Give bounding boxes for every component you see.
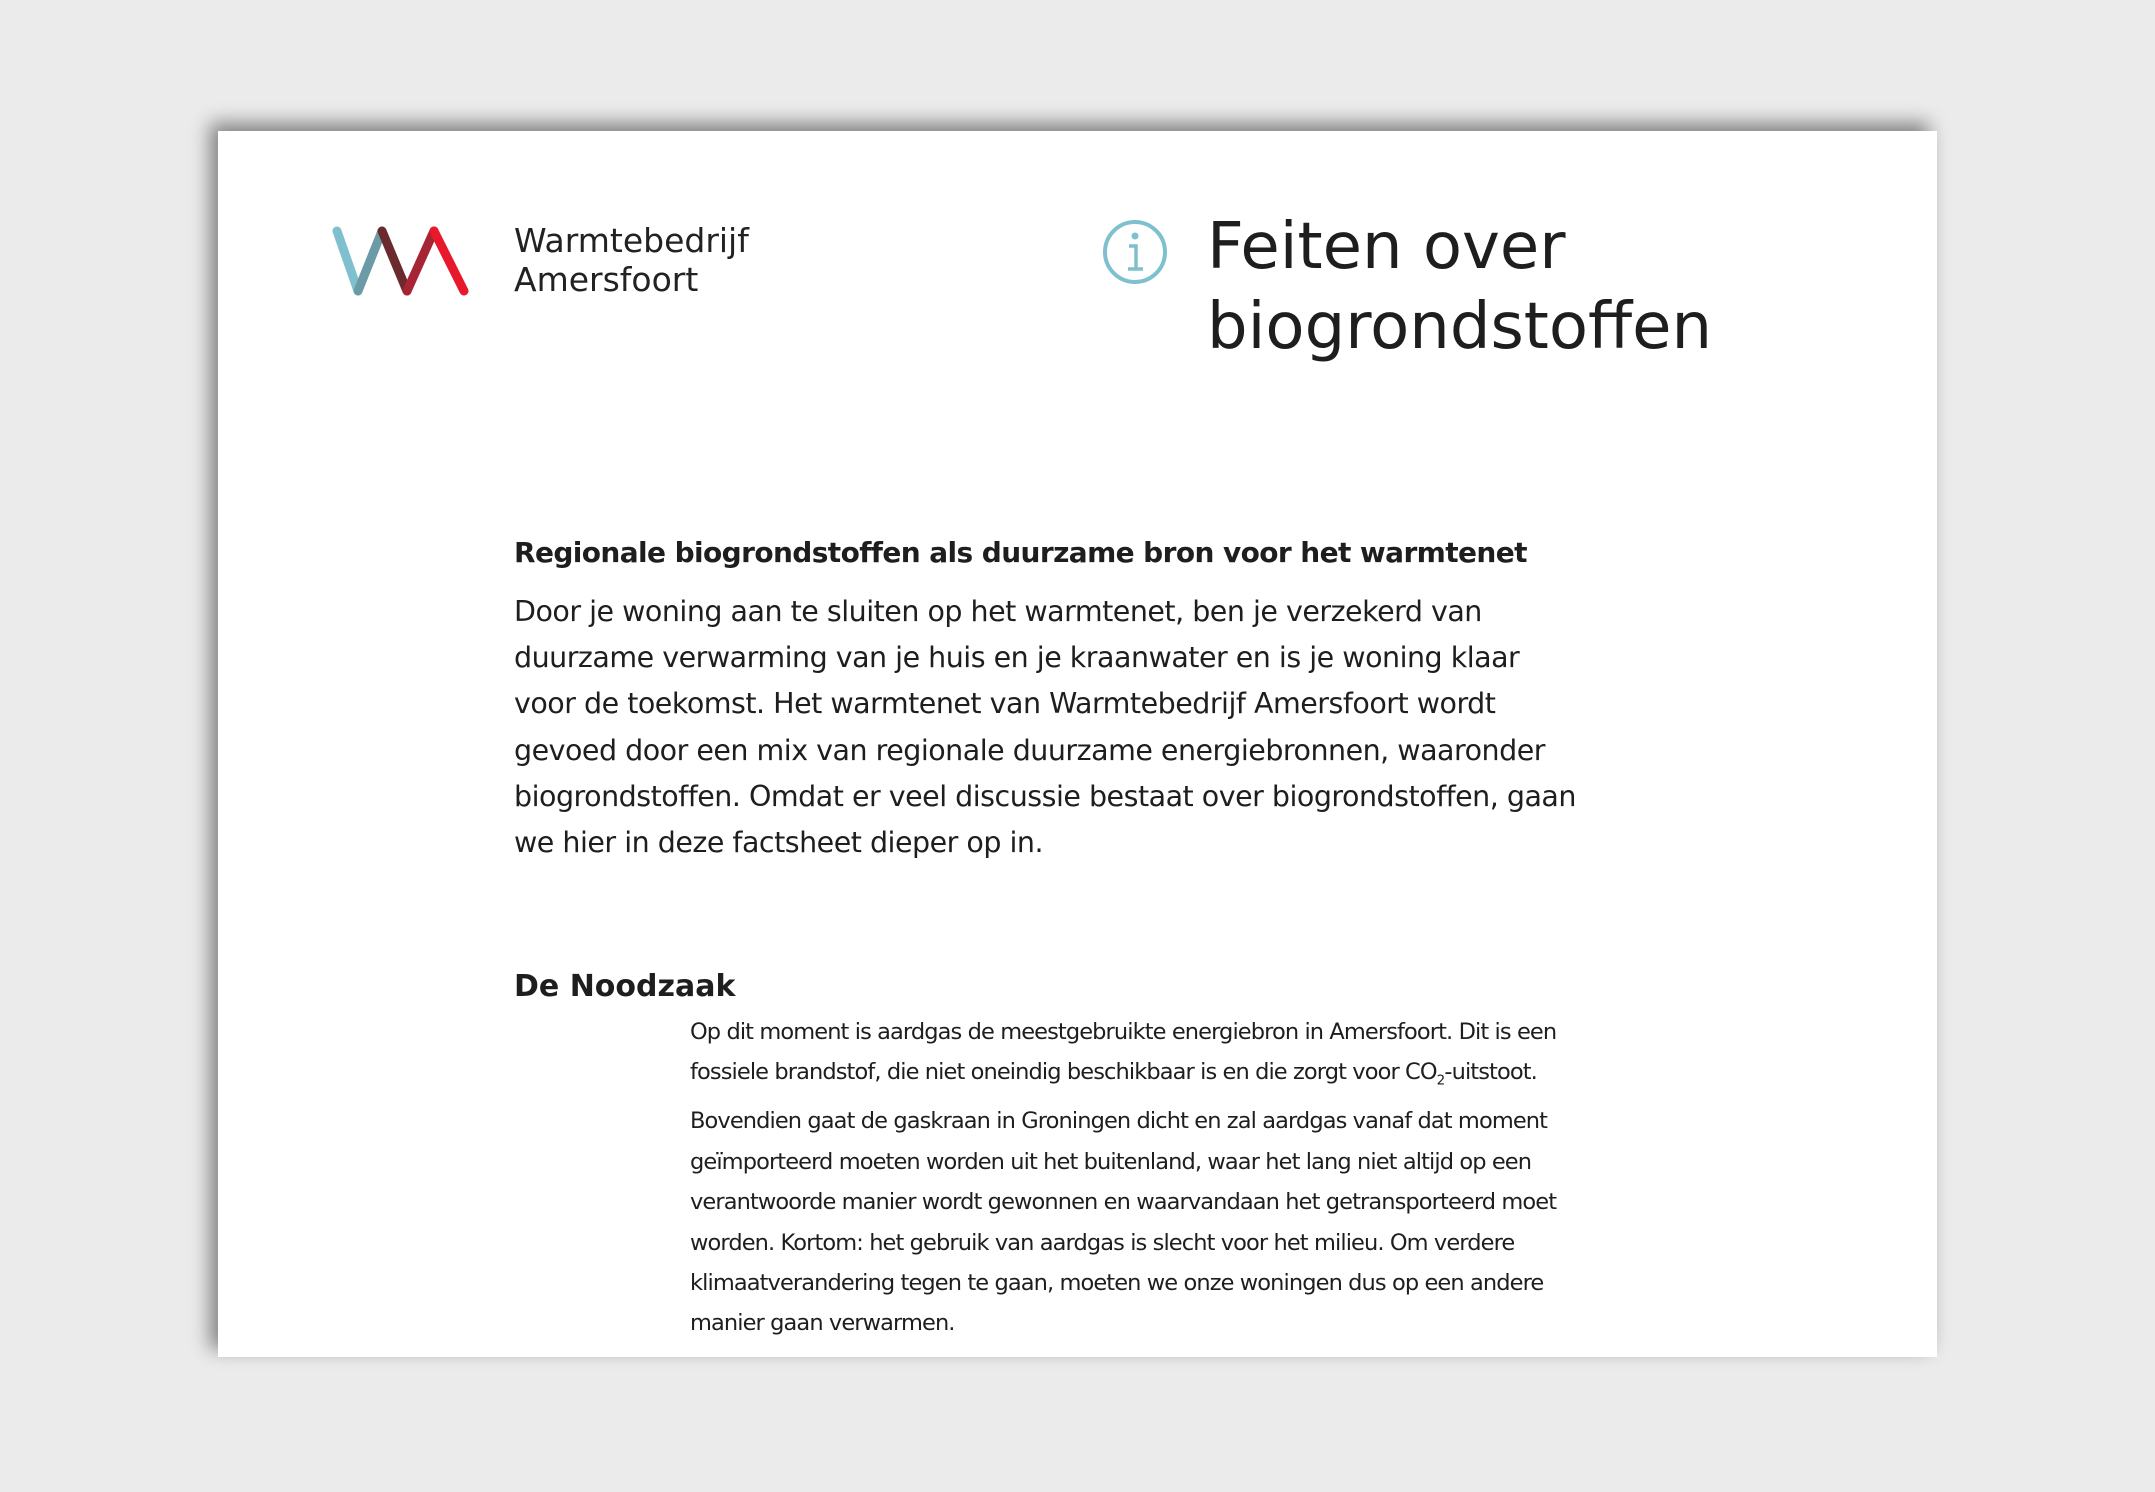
text-span: -uitstoot. <box>1444 1059 1537 1086</box>
paragraph-line: biogrondstoffen. Omdat er veel discussie bestaat over biogrondstoffen, gaan <box>514 779 1576 813</box>
title-line-1: Feiten over <box>1207 210 1566 284</box>
text-span: fossiele brandstof, die niet oneindig beschikbaar is en die zorgt voor CO <box>690 1059 1437 1086</box>
paragraph-line: we hier in deze factsheet dieper op in. <box>514 826 1044 860</box>
subscript: 2 <box>1436 1072 1445 1089</box>
paragraph-line: worden. Kortom: het gebruik van aardgas is slecht voor het milieu. Om verdere <box>690 1229 1515 1256</box>
paragraph-line: klimaatverandering tegen te gaan, moeten we onze woningen dus op een andere <box>690 1269 1544 1296</box>
warmtebedrijf-logo <box>330 225 472 297</box>
paragraph-line: Bovendien gaat de gaskraan in Groningen dicht en zal aardgas vanaf dat moment <box>690 1108 1548 1135</box>
paragraph-line: verantwoorde manier wordt gewonnen en waarvandaan het getransporteerd moet <box>690 1189 1557 1216</box>
paragraph-line: voor de toekomst. Het warmtenet van Warmtebedrijf Amersfoort wordt <box>514 687 1496 721</box>
brand-line-2: Amersfoort <box>514 260 699 299</box>
noodzaak-paragraph <box>690 1012 1556 1344</box>
brand-name <box>514 221 749 299</box>
intro-paragraph <box>514 589 1576 866</box>
brand-line-1: Warmtebedrijf <box>514 221 749 260</box>
paragraph-line: Door je woning aan te sluiten op het warmtenet, ben je verzekerd van <box>514 595 1482 628</box>
document-page <box>218 131 1937 1357</box>
info-icon <box>1101 218 1169 286</box>
paragraph-line: geïmporteerd moeten worden uit het buitenland, waar het lang niet altijd op een <box>690 1148 1532 1175</box>
section-heading-noodzaak: De Noodzaak <box>514 969 736 1004</box>
paragraph-line: Op dit moment is aardgas de meestgebruikte energiebron in Amersfoort. Dit is een <box>690 1019 1557 1045</box>
section-heading-biogrondstoffen: Regionale biogrondstoffen als duurzame bron voor het warmtenet <box>514 536 1527 569</box>
page-title <box>1207 207 1712 367</box>
paragraph-line: gevoed door een mix van regionale duurzame energiebronnen, waaronder <box>514 733 1545 767</box>
paragraph-line <box>690 1052 1556 1101</box>
title-line-2: biogrondstoffen <box>1207 290 1713 364</box>
paragraph-line: manier gaan verwarmen. <box>690 1310 955 1337</box>
paragraph-line: duurzame verwarming van je huis en je kraanwater en is je woning klaar <box>514 641 1520 675</box>
